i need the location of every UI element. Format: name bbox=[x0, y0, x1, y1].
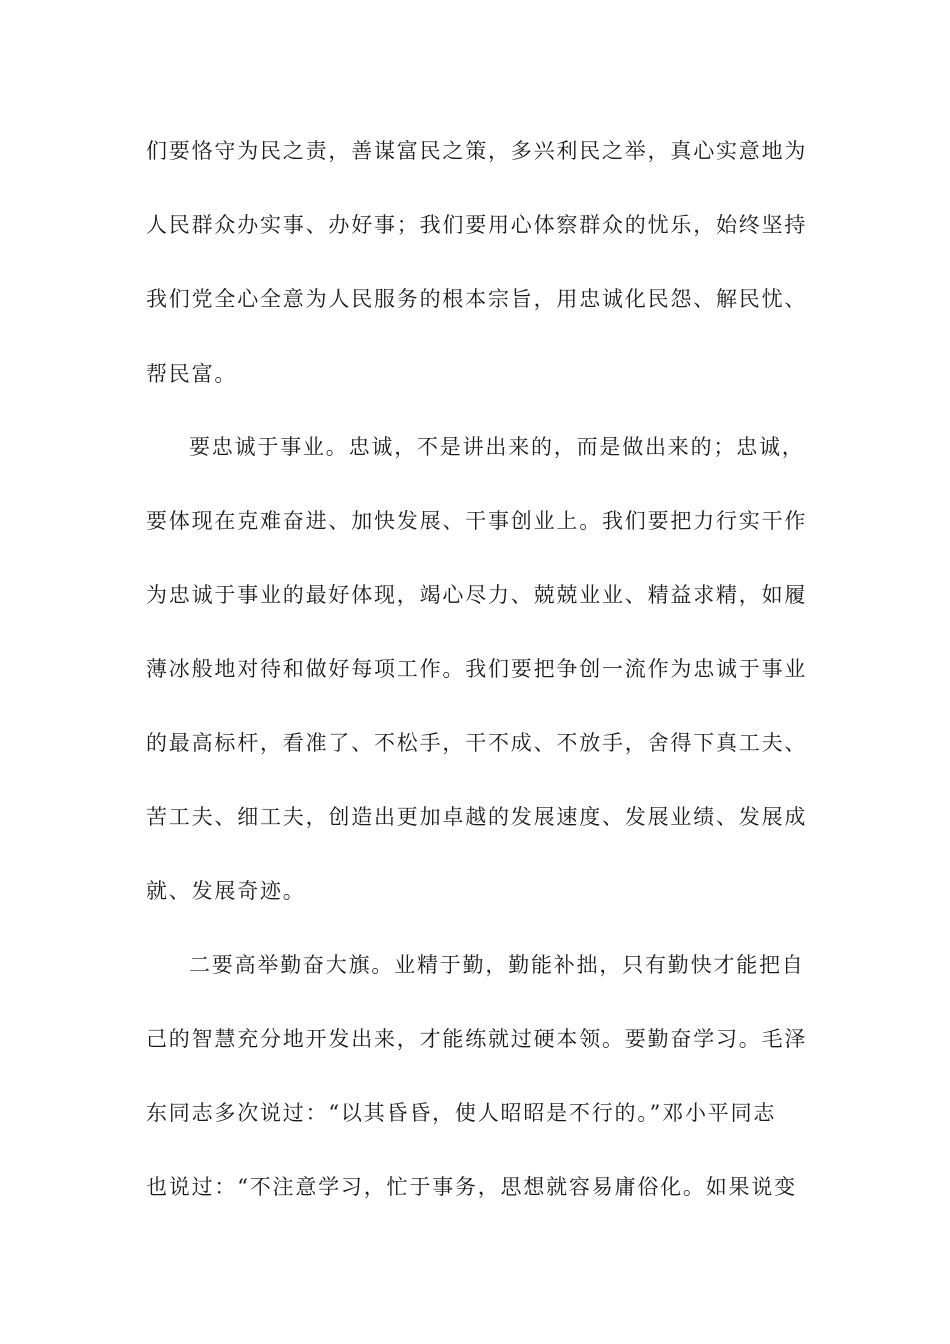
text-line: 薄冰般地对待和做好每项工作。我们要把争创一流作为忠诚于事业 bbox=[146, 657, 808, 681]
text-line: 人民群众办实事、办好事；我们要用心体察群众的忧乐，始终坚持 bbox=[146, 213, 808, 237]
text-line: 为忠诚于事业的最好体现，竭心尽力、兢兢业业、精益求精，如履 bbox=[146, 583, 808, 607]
text-line: 也说过：“不注意学习，忙于事务，思想就容易庸俗化。如果说变 bbox=[146, 1175, 797, 1199]
text-line: 苦工夫、细工夫，创造出更加卓越的发展速度、发展业绩、发展成 bbox=[146, 805, 808, 829]
text-line: 们要恪守为民之责，善谋富民之策，多兴利民之举，真心实意地为 bbox=[146, 139, 808, 163]
paragraph-start-line: 二要高举勤奋大旗。业精于勤，勤能补拙，只有勤快才能把自 bbox=[189, 953, 805, 977]
text-line: 我们党全心全意为人民服务的根本宗旨，用忠诚化民怨、解民忧、 bbox=[146, 287, 808, 311]
text-line: 的最高标杆，看准了、不松手，干不成、不放手，舍得下真工夫、 bbox=[146, 731, 808, 755]
text-line: 东同志多次说过：“以其昏昏，使人昭昭是不行的。”邓小平同志 bbox=[146, 1101, 777, 1125]
text-line: 帮民富。 bbox=[146, 362, 238, 386]
text-line: 己的智慧充分地开发出来，才能练就过硬本领。要勤奋学习。毛泽 bbox=[146, 1027, 808, 1051]
paragraph-start-line: 要忠诚于事业。忠诚，不是讲出来的，而是做出来的；忠诚， bbox=[189, 435, 805, 459]
text-line: 就、发展奇迹。 bbox=[146, 879, 306, 903]
text-line: 要体现在克难奋进、加快发展、干事创业上。我们要把力行实干作 bbox=[146, 509, 808, 533]
